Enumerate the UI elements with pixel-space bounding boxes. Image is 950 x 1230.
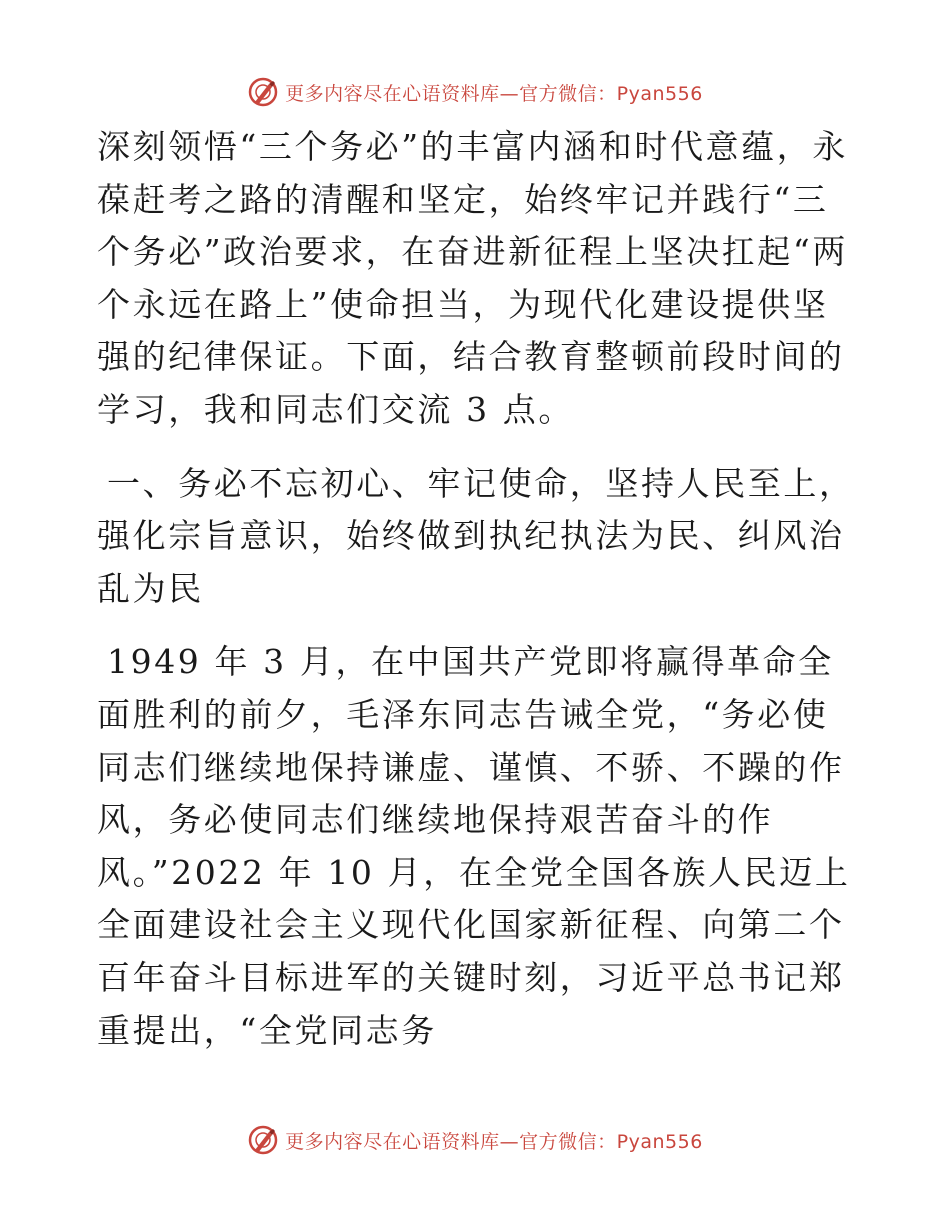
watermark-text: 更多内容尽在心语资料库—官方微信：Pyan556 xyxy=(285,82,703,105)
pen-logo-icon xyxy=(247,1124,279,1156)
header-watermark xyxy=(0,72,950,112)
document-body xyxy=(97,121,857,1057)
section-heading: 一、务必不忘初心、牢记使命，坚持人民至上，强化宗旨意识，始终做到执纪执法为民、纠风治乱为民 xyxy=(97,463,855,608)
footer-watermark xyxy=(0,1120,950,1160)
body-paragraph: 1949 年 3 月，在中国共产党即将赢得革命全面胜利的前夕，毛泽东同志告诫全党，“务必使同志们继续地保持谦虚、谨慎、不骄、不躁的作风，务必使同志们继续地保持艰苦奋斗的作风。”2022 年 10 月，在全党全国各族人民迈上全面建设社会主义现代化国家新征程、向第二个百年奋斗目标进军的关键时刻，习近平总书记郑重提出，“全党同志务 xyxy=(97,642,851,1050)
intro-paragraph: 深刻领悟“三个务必”的丰富内涵和时代意蕴，永葆赶考之路的清醒和坚定，始终牢记并践行“三个务必”政治要求，在奋进新征程上坚决扛起“两个永远在路上”使命担当，为现代化建设提供坚强的纪律保证。下面，结合教育整顿前段时间的学习，我和同志们交流 3 点。 xyxy=(97,127,848,429)
watermark-text: 更多内容尽在心语资料库—官方微信：Pyan556 xyxy=(285,1130,703,1153)
pen-logo-icon xyxy=(247,76,279,108)
